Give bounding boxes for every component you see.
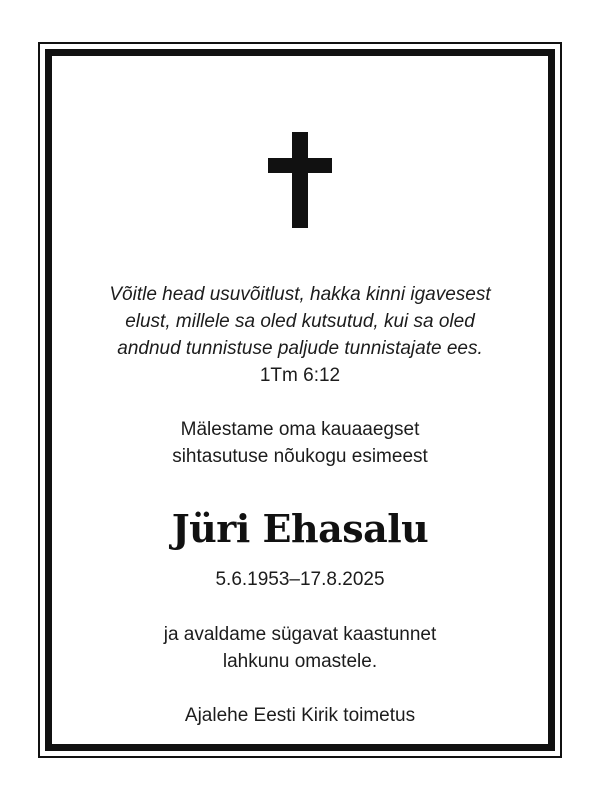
verse-line: andnud tunnistuse paljude tunnistajate ees. xyxy=(117,338,483,359)
verse-line: elust, millele sa oled kutsutud, kui sa oled xyxy=(125,311,475,332)
condolence-line: lahkunu omastele. xyxy=(222,651,378,672)
deceased-name: Jüri Ehasalu xyxy=(171,506,429,551)
cross-horizontal-bar xyxy=(268,158,332,173)
signature-text: Ajalehe Eesti Kirik toimetus xyxy=(184,705,416,726)
verse-reference-text: 1Tm 6:12 xyxy=(259,365,341,386)
condolence-text xyxy=(60,621,540,675)
cross-icon xyxy=(268,132,332,228)
life-dates-text: 5.6.1953–17.8.2025 xyxy=(215,569,385,590)
life-dates xyxy=(60,566,540,593)
verse-line: Võitle head usuvõitlust, hakka kinni igavesest xyxy=(109,284,491,305)
signature xyxy=(60,702,540,729)
bible-verse xyxy=(60,281,540,362)
cross-vertical-bar xyxy=(292,132,308,228)
remembrance-text xyxy=(60,416,540,470)
remembrance-line: Mälestame oma kauaaegset xyxy=(180,419,420,440)
remembrance-line: sihtasutuse nõukogu esimeest xyxy=(172,446,428,467)
condolence-line: ja avaldame sügavat kaastunnet xyxy=(163,624,437,645)
verse-reference xyxy=(60,362,540,389)
